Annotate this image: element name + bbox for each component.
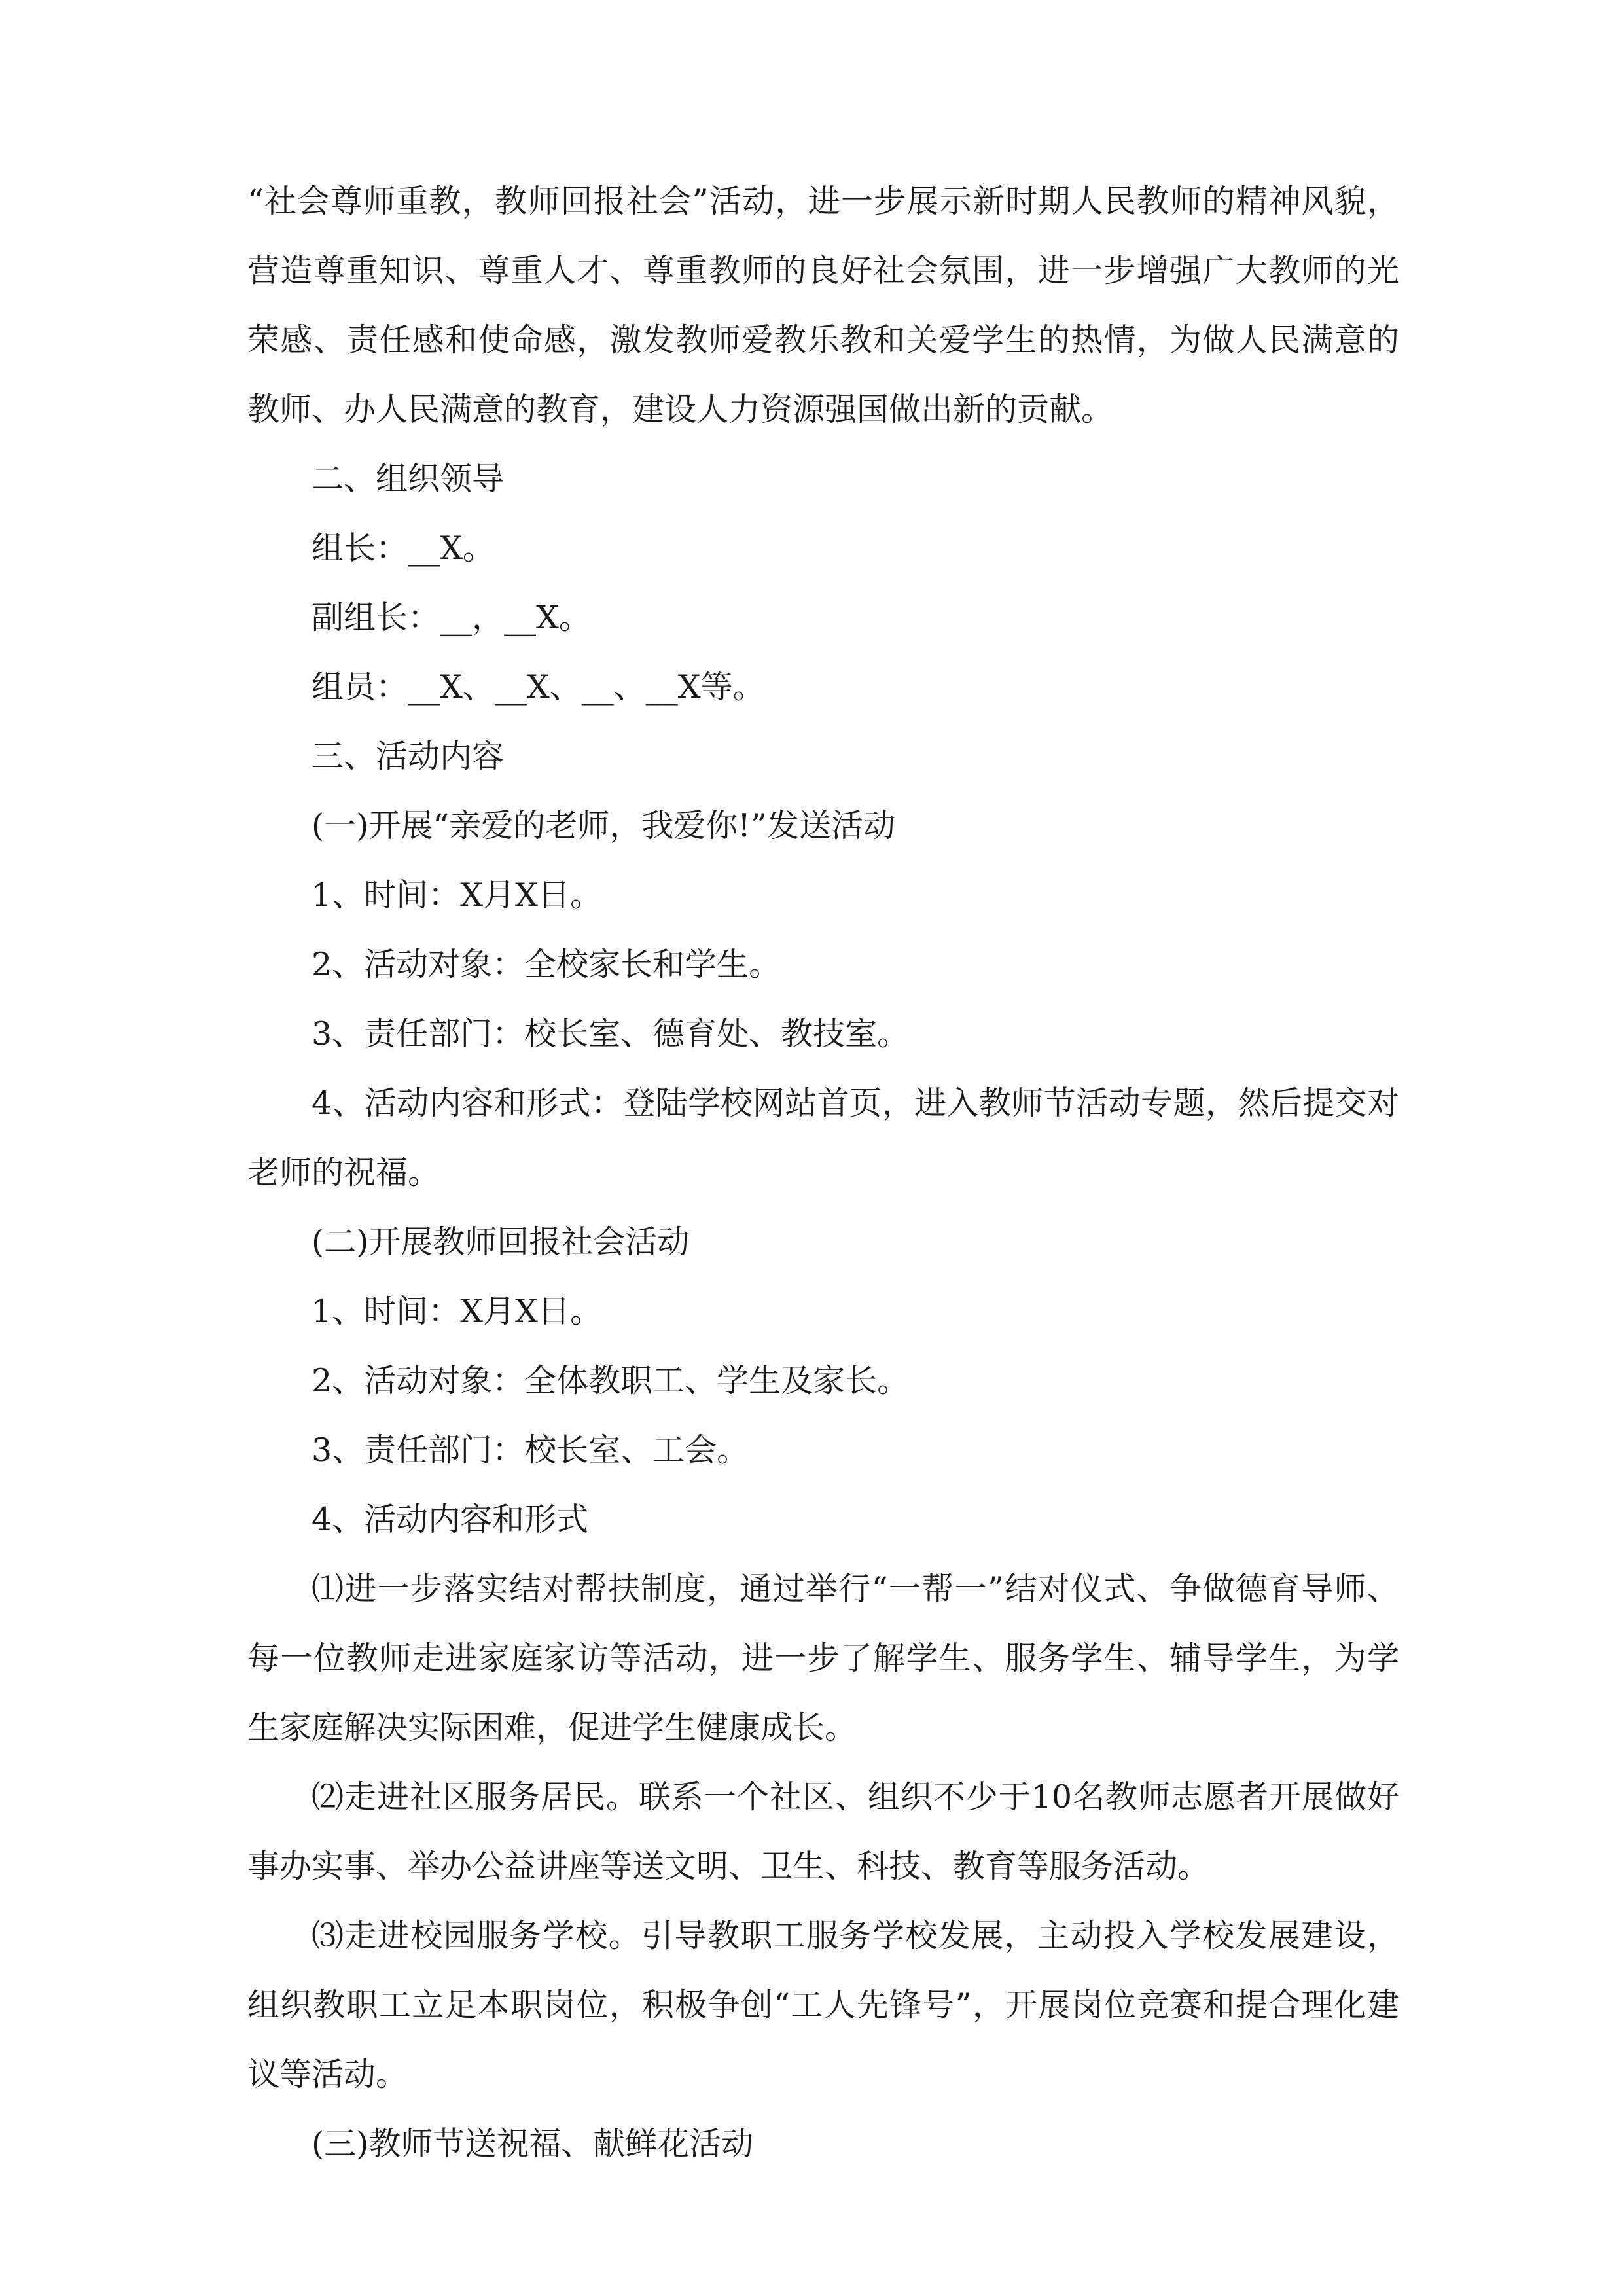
section-heading-activities: 三、活动内容 xyxy=(312,738,505,775)
paragraph-deputy-leader: 副组长：__，__X。 xyxy=(312,599,591,636)
paragraph-intro-continued: “社会尊师重教，教师回报社会”活动，进一步展示新时期人民教师的精神风貌，营造尊重知识、尊重人才、尊重教师的良好社会氛围，进一步增强广大教师的光荣感、责任感和使命感，激发教师爱教乐教和关爱学生的热情，为做人民满意的教师、办人民满意的教育，建设人力资源强国做出新的贡献。 xyxy=(247,183,1399,428)
list-item: 2、活动对象：全体教职工、学生及家长。 xyxy=(312,1362,910,1399)
list-item: ⑵走进社区服务居民。联系一个社区、组织不少于10名教师志愿者开展做好事办实事、举办公益讲座等送文明、卫生、科技、教育等服务活动。 xyxy=(247,1778,1399,1885)
document-body xyxy=(247,167,1399,2179)
section-heading-organization: 二、组织领导 xyxy=(312,460,505,497)
list-item: 2、活动对象：全校家长和学生。 xyxy=(312,946,781,983)
list-item: 4、活动内容和形式 xyxy=(312,1501,589,1538)
list-item: ⑶走进校园服务学校。引导教职工服务学校发展，主动投入学校发展建设，组织教职工立足本职岗位，积极争创“工人先锋号”，开展岗位竞赛和提合理化建议等活动。 xyxy=(247,1917,1399,2093)
list-item: 4、活动内容和形式：登陆学校网站首页，进入教师节活动专题，然后提交对老师的祝福。 xyxy=(247,1085,1399,1191)
subheading-activity-2: (二)开展教师回报社会活动 xyxy=(312,1223,690,1261)
paragraph-group-leader: 组长：__X。 xyxy=(312,529,495,567)
subheading-activity-3: (三)教师节送祝福、献鲜花活动 xyxy=(312,2125,754,2162)
subheading-activity-1: (一)开展“亲爱的老师，我爱你!”发送活动 xyxy=(312,807,896,844)
list-item: 1、时间：X月X日。 xyxy=(312,876,602,914)
list-item: ⑴进一步落实结对帮扶制度，通过举行“一帮一”结对仪式、争做德育导师、每一位教师走进家庭家访等活动，进一步了解学生、服务学生、辅导学生，为学生家庭解决实际困难，促进学生健康成长。 xyxy=(247,1570,1399,1746)
list-item: 3、责任部门：校长室、工会。 xyxy=(312,1431,749,1469)
list-item: 3、责任部门：校长室、德育处、教技室。 xyxy=(312,1015,910,1052)
paragraph-members: 组员：__X、__X、__、__X等。 xyxy=(312,668,765,706)
list-item: 1、时间：X月X日。 xyxy=(312,1293,602,1330)
